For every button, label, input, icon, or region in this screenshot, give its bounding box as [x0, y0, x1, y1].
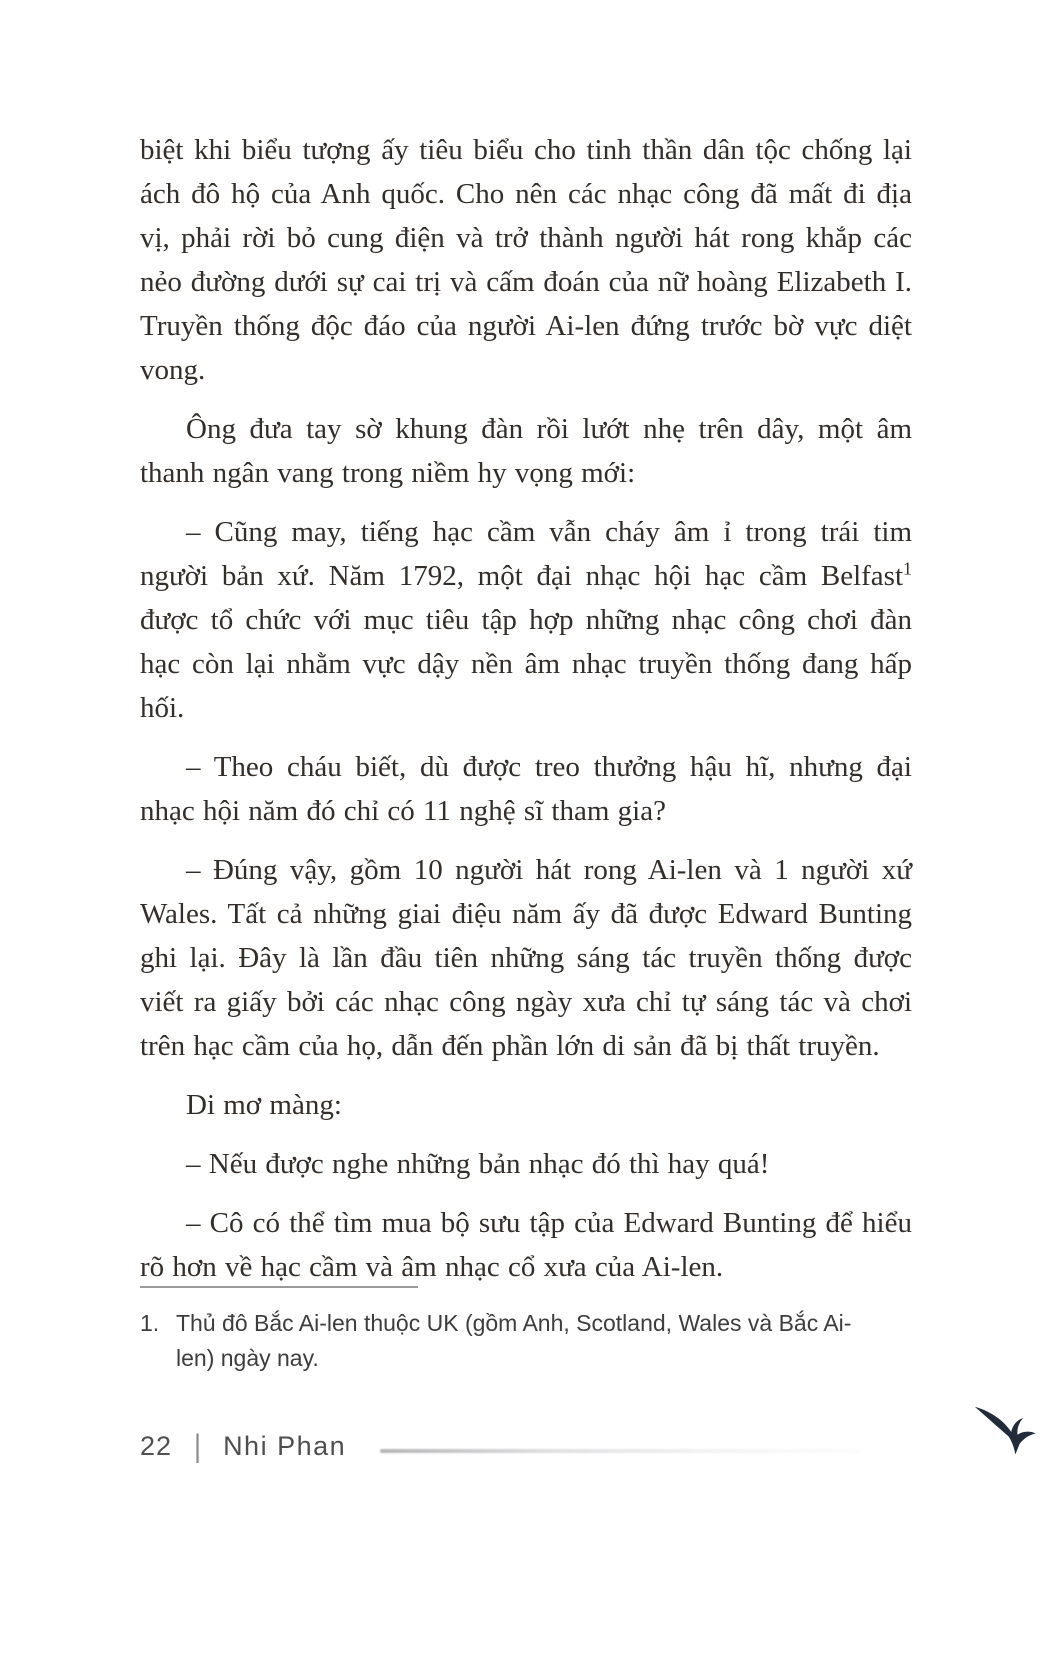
footnote — [140, 1306, 888, 1376]
paragraph-narration: Ông đưa tay sờ khung đàn rồi lướt nhẹ trên dây, một âm thanh ngân vang trong niềm hy vọng mới: — [140, 413, 912, 489]
paragraph-dialogue: – Cô có thể tìm mua bộ sưu tập của Edward Bunting để hiểu rõ hơn về hạc cầm và âm nhạc cổ xưa của Ai-len. — [140, 1207, 912, 1283]
paragraph-dialogue: – Theo cháu biết, dù được treo thưởng hậu hĩ, nhưng đại nhạc hội năm đó chỉ có 11 nghệ sĩ tham gia? — [140, 751, 912, 827]
paragraph-dialogue: – Nếu được nghe những bản nhạc đó thì hay quá! — [186, 1148, 770, 1180]
page-number: 22 — [140, 1430, 173, 1461]
author-name: Nhi Phan — [223, 1430, 347, 1461]
paragraph-dialogue-with-footnote-ref — [140, 510, 912, 730]
body-text — [140, 128, 912, 1304]
page-footer — [140, 1422, 958, 1470]
footnote-divider — [140, 1286, 418, 1288]
footnote-text: Thủ đô Bắc Ai-len thuộc UK (gồm Anh, Scotland, Wales và Bắc Ai-len) ngày nay. — [176, 1310, 852, 1371]
decorative-gradient-line — [380, 1449, 860, 1453]
footnote-number: 1. — [140, 1310, 160, 1336]
footnote-reference-marker: 1 — [903, 558, 912, 579]
paragraph-continuation: biệt khi biểu tượng ấy tiêu biểu cho tinh thần dân tộc chống lại ách đô hộ của Anh quốc. Cho nên các nhạc công đã mất đi địa vị, phải rời bỏ cung điện và trở thành người hát rong khắp các nẻo đường dưới sự cai trị và cấm đoán của nữ hoàng Elizabeth I. Truyền thống độc đáo của người Ai-len đứng trước bờ vực diệt vong. — [140, 134, 912, 386]
paragraph-text-after-ref: được tổ chức với mục tiêu tập hợp những nhạc công chơi đàn hạc còn lại nhằm vực dậy nền âm nhạc truyền thống đang hấp hối. — [140, 604, 912, 724]
paragraph-text-before-ref: – Cũng may, tiếng hạc cầm vẫn cháy âm ỉ trong trái tim người bản xứ. Năm 1792, một đại nhạc hội hạc cầm Belfast — [140, 516, 912, 592]
bird-icon — [972, 1402, 1042, 1462]
paragraph-dialogue: – Đúng vậy, gồm 10 người hát rong Ai-len và 1 người xứ Wales. Tất cả những giai điệu năm ấy đã được Edward Bunting ghi lại. Đây là lần đầu tiên những sáng tác truyền thống được viết ra giấy bởi các nhạc công ngày xưa chỉ tự sáng tác và chơi trên hạc cầm của họ, dẫn đến phần lớn di sản đã bị thất truyền. — [140, 854, 912, 1062]
paragraph-narration: Di mơ màng: — [186, 1089, 342, 1121]
bird-silhouette-path — [975, 1407, 1036, 1455]
footer-separator: | — [194, 1428, 202, 1463]
